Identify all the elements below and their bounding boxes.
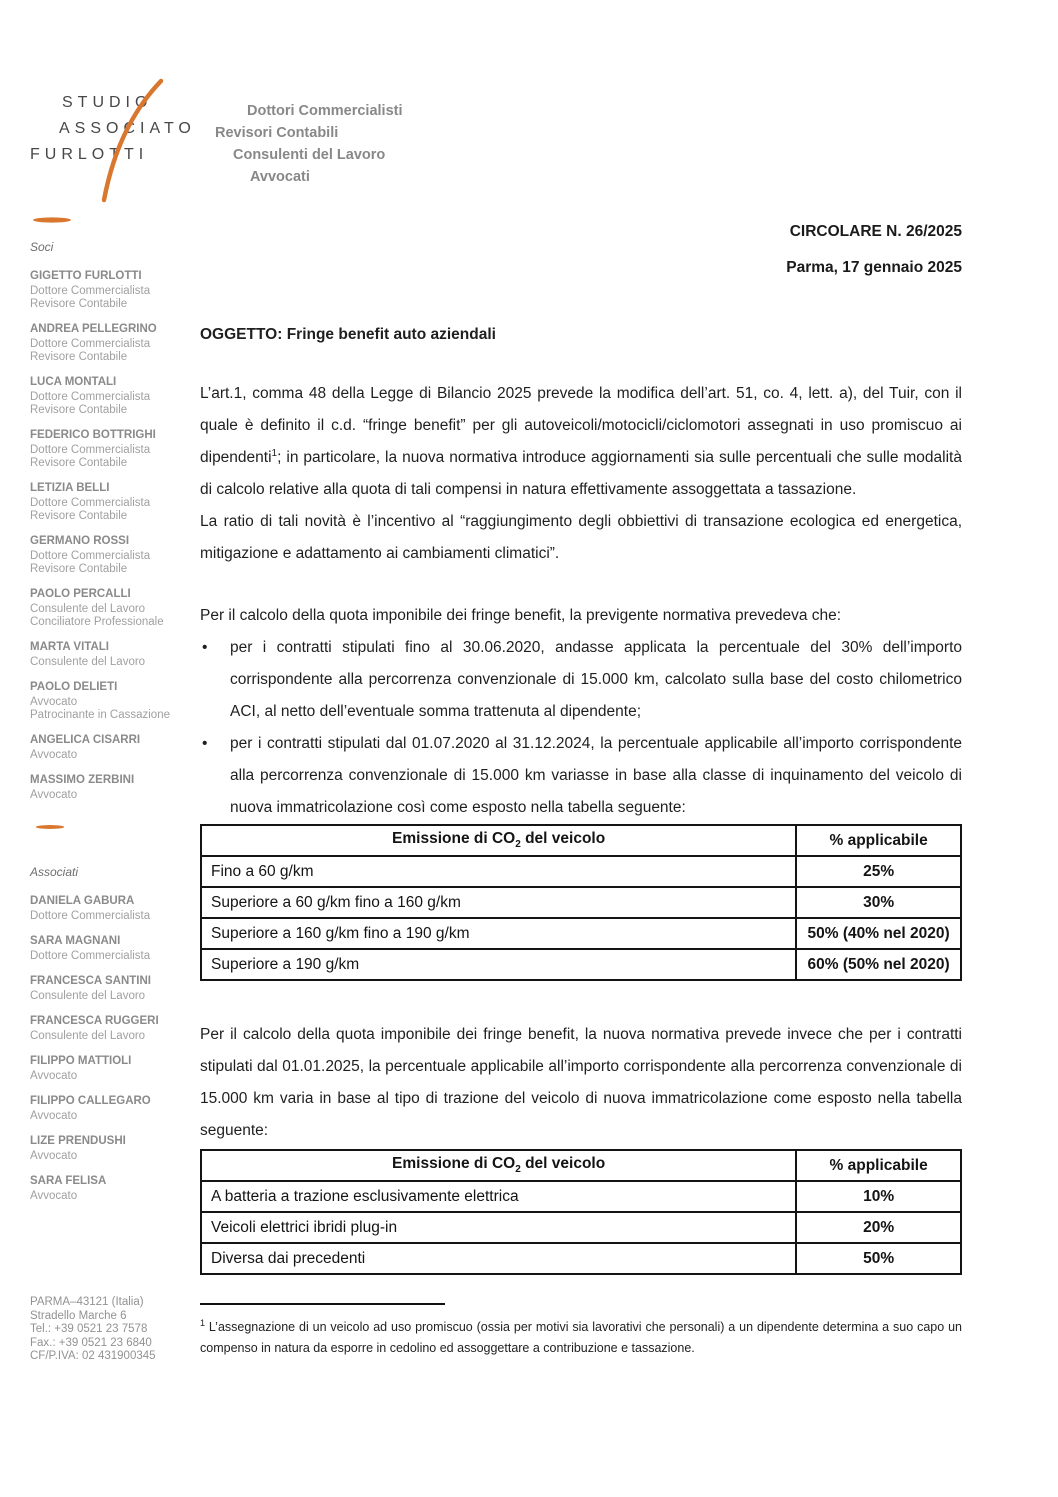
address-line: Stradello Marche 6 [30,1309,127,1322]
percent-cell: 10% [796,1181,961,1212]
person-entry [30,641,198,669]
table-header-percent: % applicabile [796,1150,961,1181]
person-entry [30,895,198,923]
header-text: del veicolo [520,830,606,848]
footnote-reference: 1 [271,447,278,459]
person-role: Consulente del Lavoro [30,603,146,615]
person-entry [30,1095,198,1123]
person-name: LETIZIA BELLI [30,482,110,494]
emission-cell: Superiore a 190 g/km [201,949,796,980]
emission-cell: Superiore a 60 g/km fino a 160 g/km [201,887,796,918]
orange-divider-icon [30,824,70,830]
percent-cell: 50% [796,1243,961,1274]
person-role: Patrocinante in Cassazione [30,709,170,721]
traction-cell: Diversa dai precedenti [201,1243,796,1274]
address-line: CF/P.IVA: 02 431900345 [30,1350,156,1362]
person-entry [30,429,198,470]
person-role: Consulente del Lavoro [30,656,146,668]
table-row [201,1212,961,1243]
person-role: Revisore Contabile [30,563,128,575]
traction-percentage-table-2025 [200,1149,962,1275]
person-name: MASSIMO ZERBINI [30,774,135,786]
service-line: Revisori Contabili [215,125,339,141]
header-text: del veicolo [520,1155,606,1173]
percent-cell: 25% [796,856,961,887]
table-row [201,1243,961,1274]
place-date: Parma, 17 gennaio 2025 [786,259,962,276]
person-entry [30,935,198,963]
person-name: FRANCESCA SANTINI [30,975,151,987]
person-name: PAOLO PERCALLI [30,588,131,600]
person-name: ANGELICA CISARRI [30,734,141,746]
co2-percentage-table-2020-2024 [200,824,962,981]
table-row [201,887,961,918]
person-role: Dottore Commercialista [30,338,151,350]
table-header-percent: % applicabile [796,825,961,856]
traction-cell: A batteria a trazione esclusivamente elettrica [201,1181,796,1212]
address-line: Tel.: +39 0521 23 7578 [30,1323,148,1335]
person-role: Dottore Commercialista [30,497,151,509]
person-role: Avvocato [30,789,78,801]
person-entry [30,1055,198,1083]
soci-label: Soci [30,240,54,254]
address-line: PARMA–43121 (Italia) [30,1296,144,1308]
person-role: Avvocato [30,1110,78,1122]
service-line: Avvocati [250,169,310,185]
percent-cell: 60% (50% nel 2020) [796,949,961,980]
person-role: Revisore Contabile [30,404,128,416]
person-role: Revisore Contabile [30,510,128,522]
bullet-item: • per i contratti stipulati fino al 30.06.2020, andasse applicata la percentuale del 30% dell’importo corrispondente alla percorrenza convenzionale di 15.000 km, calcolato sulla base del costo chilometrico ACI, al netto dell’eventuale somma trattenuta al dipendente; [230,632,962,728]
person-entry [30,535,198,576]
person-name: FILIPPO CALLEGARO [30,1095,151,1107]
emission-cell: Superiore a 160 g/km fino a 190 g/km [201,918,796,949]
subject-line: OGGETTO: Fringe benefit auto aziendali [200,326,496,343]
person-name: FILIPPO MATTIOLI [30,1055,132,1067]
co2-subscript: 2 [515,1164,521,1176]
person-name: MARTA VITALI [30,641,109,653]
footnote-block [200,1303,962,1359]
people-sidebar [30,240,198,1215]
person-role: Dottore Commercialista [30,910,151,922]
bullet-item: • per i contratti stipulati dal 01.07.2020 al 31.12.2024, la percentuale applicabile all’importo corrispondente alla percorrenza convenzionale di 15.000 km variasse in base alla classe di inquinamento del veicolo di nuova immatricolazione così come esposto nella tabella seguente: [230,728,962,824]
orange-divider-icon [32,216,72,224]
person-role: Dottore Commercialista [30,391,151,403]
person-name: SARA MAGNANI [30,935,121,947]
bullet-list [200,632,962,824]
service-line: Dottori Commercialisti [247,103,403,119]
firm-address-footer [30,1296,210,1364]
person-entry [30,774,198,802]
table-row [201,1181,961,1212]
emission-cell: Fino a 60 g/km [201,856,796,887]
person-entry [30,482,198,523]
person-name: GERMANO ROSSI [30,535,130,547]
person-role: Consulente del Lavoro [30,1030,146,1042]
person-name: SARA FELISA [30,1175,107,1187]
table-row [201,918,961,949]
address-line: Fax.: +39 0521 23 6840 [30,1336,152,1349]
studio-logo [30,90,200,168]
footnote-text [200,1313,962,1359]
person-entry [30,734,198,762]
person-entry [30,376,198,417]
table-header-row [201,1150,961,1181]
letter-body [200,222,962,1359]
header-text: Emissione di CO [392,830,516,848]
person-entry [30,588,198,629]
logo-text-line: STUDIO [62,94,153,111]
person-entry [30,681,198,722]
person-name: DANIELA GABURA [30,895,135,907]
person-entry [30,1175,198,1203]
table-row [201,949,961,980]
person-name: FRANCESCA RUGGERI [30,1015,159,1027]
person-name: FEDERICO BOTTRIGHI [30,429,156,441]
person-role: Dottore Commercialista [30,550,151,562]
table-header-emissions [201,825,796,856]
person-name: PAOLO DELIETI [30,681,118,693]
header-text: Emissione di CO [392,1155,516,1173]
footnote-marker: 1 [200,1318,206,1328]
circular-number: CIRCOLARE N. 26/2025 [789,223,962,240]
firm-services [215,100,403,188]
logo-text-line: FURLOTTI [30,146,149,163]
person-role: Dottore Commercialista [30,950,151,962]
list-intro: Per il calcolo della quota imponibile dei fringe benefit, la previgente normativa prevedeva che: [200,607,842,624]
footnote-separator [200,1303,445,1305]
paragraph-text: ; in particolare, la nuova normativa introduce aggiornamenti sia sulle percentuali che sulle modalità di calcolo relative alla quota di tali compensi in natura effettivamente assoggettata a tassazione. [200,449,962,498]
person-entry [30,270,198,311]
person-entry [30,323,198,364]
person-role: Avvocato [30,749,78,761]
person-name: ANDREA PELLEGRINO [30,323,157,335]
person-entry [30,1015,198,1043]
co2-subscript: 2 [515,839,521,851]
person-role: Revisore Contabile [30,298,128,310]
percent-cell: 30% [796,887,961,918]
footnote-body: L’assegnazione di un veicolo ad uso promiscuo (ossia per motivi sia lavorativi che personali) a un dipendente determina a suo capo un compenso in natura da esporre in cedolino ed assoggettare a contribuzione e tassazione. [200,1320,962,1356]
traction-cell: Veicoli elettrici ibridi plug-in [201,1212,796,1243]
person-name: LUCA MONTALI [30,376,117,388]
person-role: Conciliatore Professionale [30,616,164,628]
person-name: LIZE PRENDUSHI [30,1135,126,1147]
person-role: Revisore Contabile [30,457,128,469]
paragraph-3: Per il calcolo della quota imponibile dei fringe benefit, la nuova normativa prevede invece che per i contratti stipulati dal 01.01.2025, la percentuale applicabile all’importo corrispondente alla percorrenza convenzionale di 15.000 km varia in base al tipo di trazione del veicolo di nuova immatricolazione come esposto nella tabella seguente: [200,1026,962,1139]
table-header-emissions [201,1150,796,1181]
person-role: Consulente del Lavoro [30,990,146,1002]
person-role: Revisore Contabile [30,351,128,363]
person-entry [30,975,198,1003]
person-role: Dottore Commercialista [30,444,151,456]
paragraph-1 [200,378,962,506]
person-role: Avvocato [30,696,78,708]
service-line: Consulenti del Lavoro [233,147,386,163]
person-entry [30,1135,198,1163]
person-name: GIGETTO FURLOTTI [30,270,142,282]
logo-text-line: ASSOCIATO [59,120,196,137]
paragraph-2: La ratio di tali novità è l’incentivo al “raggiungimento degli obbiettivi di transazione ecologica ed energetica, mitigazione e adattamento ai cambiamenti climatici”. [200,513,962,562]
table-header-row [201,825,961,856]
person-role: Avvocato [30,1070,78,1082]
person-role: Dottore Commercialista [30,285,151,297]
person-role: Avvocato [30,1190,78,1202]
person-role: Avvocato [30,1150,78,1162]
table-row [201,856,961,887]
associati-label: Associati [30,865,79,879]
paragraph-text: L’art.1, comma 48 della Legge di Bilancio 2025 prevede la modifica dell’art. 51, co. 4, lett. a), del Tuir, con il quale è definito il c.d. “fringe benefit” per gli autoveicoli/motocicli/ciclomotori assegnati in uso promiscuo ai dipendenti [200,385,962,466]
percent-cell: 20% [796,1212,961,1243]
percent-cell: 50% (40% nel 2020) [796,918,961,949]
